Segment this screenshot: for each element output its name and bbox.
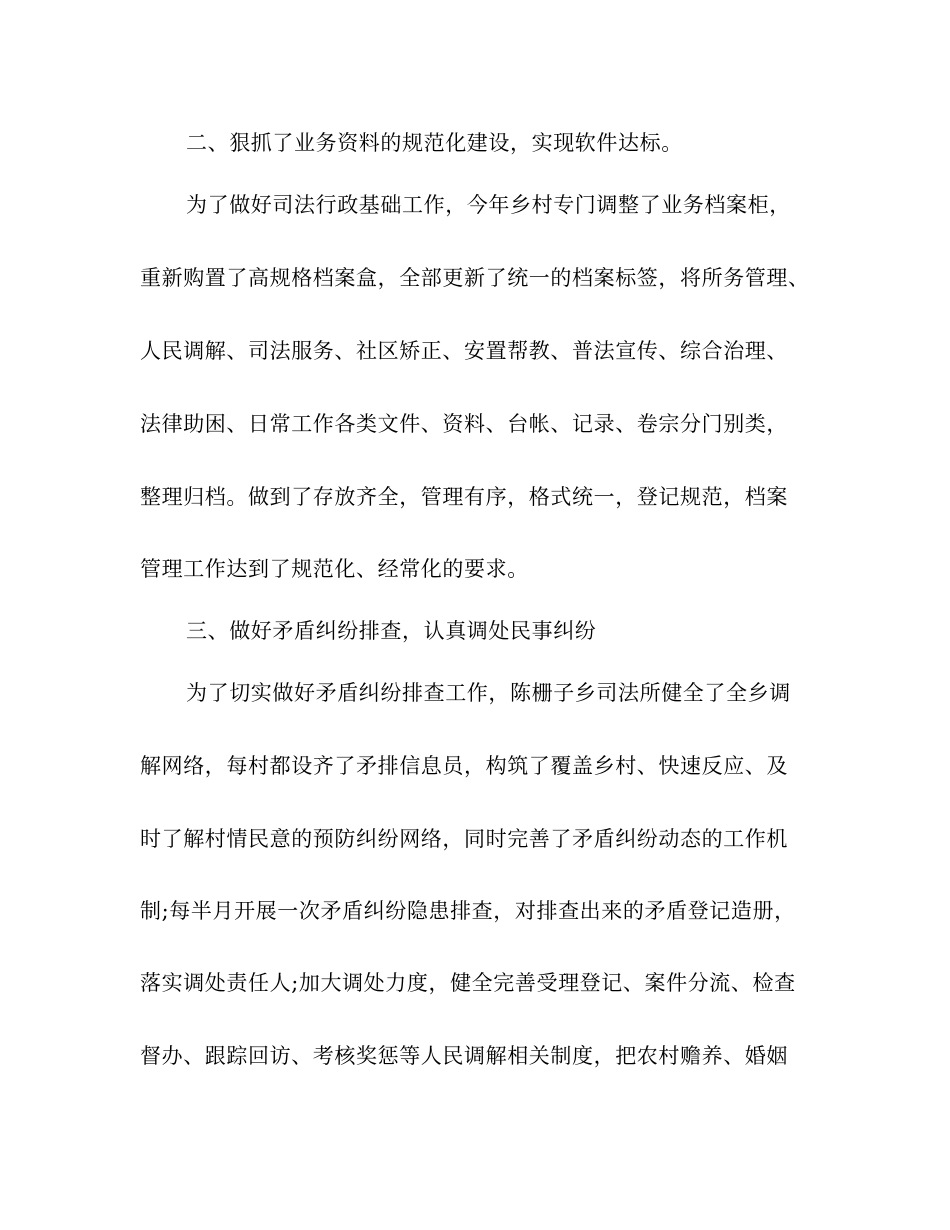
- paragraph-line: 时了解村情民意的预防纠纷网络，同时完善了矛盾纠纷动态的工作机: [140, 827, 788, 851]
- paragraph-line: 解网络，每村都设齐了矛排信息员，构筑了覆盖乡村、快速反应、及: [140, 754, 788, 778]
- paragraph-line: 制;每半月开展一次矛盾纠纷隐患排查，对排查出来的矛盾登记造册，: [140, 899, 796, 923]
- section-heading: 二、狠抓了业务资料的规范化建设，实现软件达标。: [186, 131, 683, 155]
- paragraph-line: 重新购置了高规格档案盒，全部更新了统一的档案标签，将所务管理、: [140, 266, 810, 290]
- section-heading: 三、做好矛盾纠纷排查，认真调处民事纠纷: [186, 619, 597, 643]
- paragraph-line: 为了做好司法行政基础工作，今年乡村专门调整了业务档案柜，: [186, 193, 791, 217]
- paragraph-line: 整理归档。做到了存放齐全，管理有序，格式统一，登记规范，档案: [140, 485, 788, 509]
- paragraph-line: 人民调解、司法服务、社区矫正、安置帮教、普法宣传、综合治理、: [140, 339, 788, 363]
- paragraph-line: 法律助困、日常工作各类文件、资料、台帐、记录、卷宗分门别类，: [140, 412, 788, 436]
- paragraph-line: 管理工作达到了规范化、经常化的要求。: [140, 557, 529, 581]
- paragraph-line: 督办、跟踪回访、考核奖惩等人民调解相关制度，把农村赡养、婚姻: [140, 1044, 788, 1068]
- paragraph-line: 落实调处责任人;加大调处力度，健全完善受理登记、案件分流、检查: [140, 971, 796, 995]
- paragraph-line: 为了切实做好矛盾纠纷排查工作，陈栅子乡司法所健全了全乡调: [186, 681, 791, 705]
